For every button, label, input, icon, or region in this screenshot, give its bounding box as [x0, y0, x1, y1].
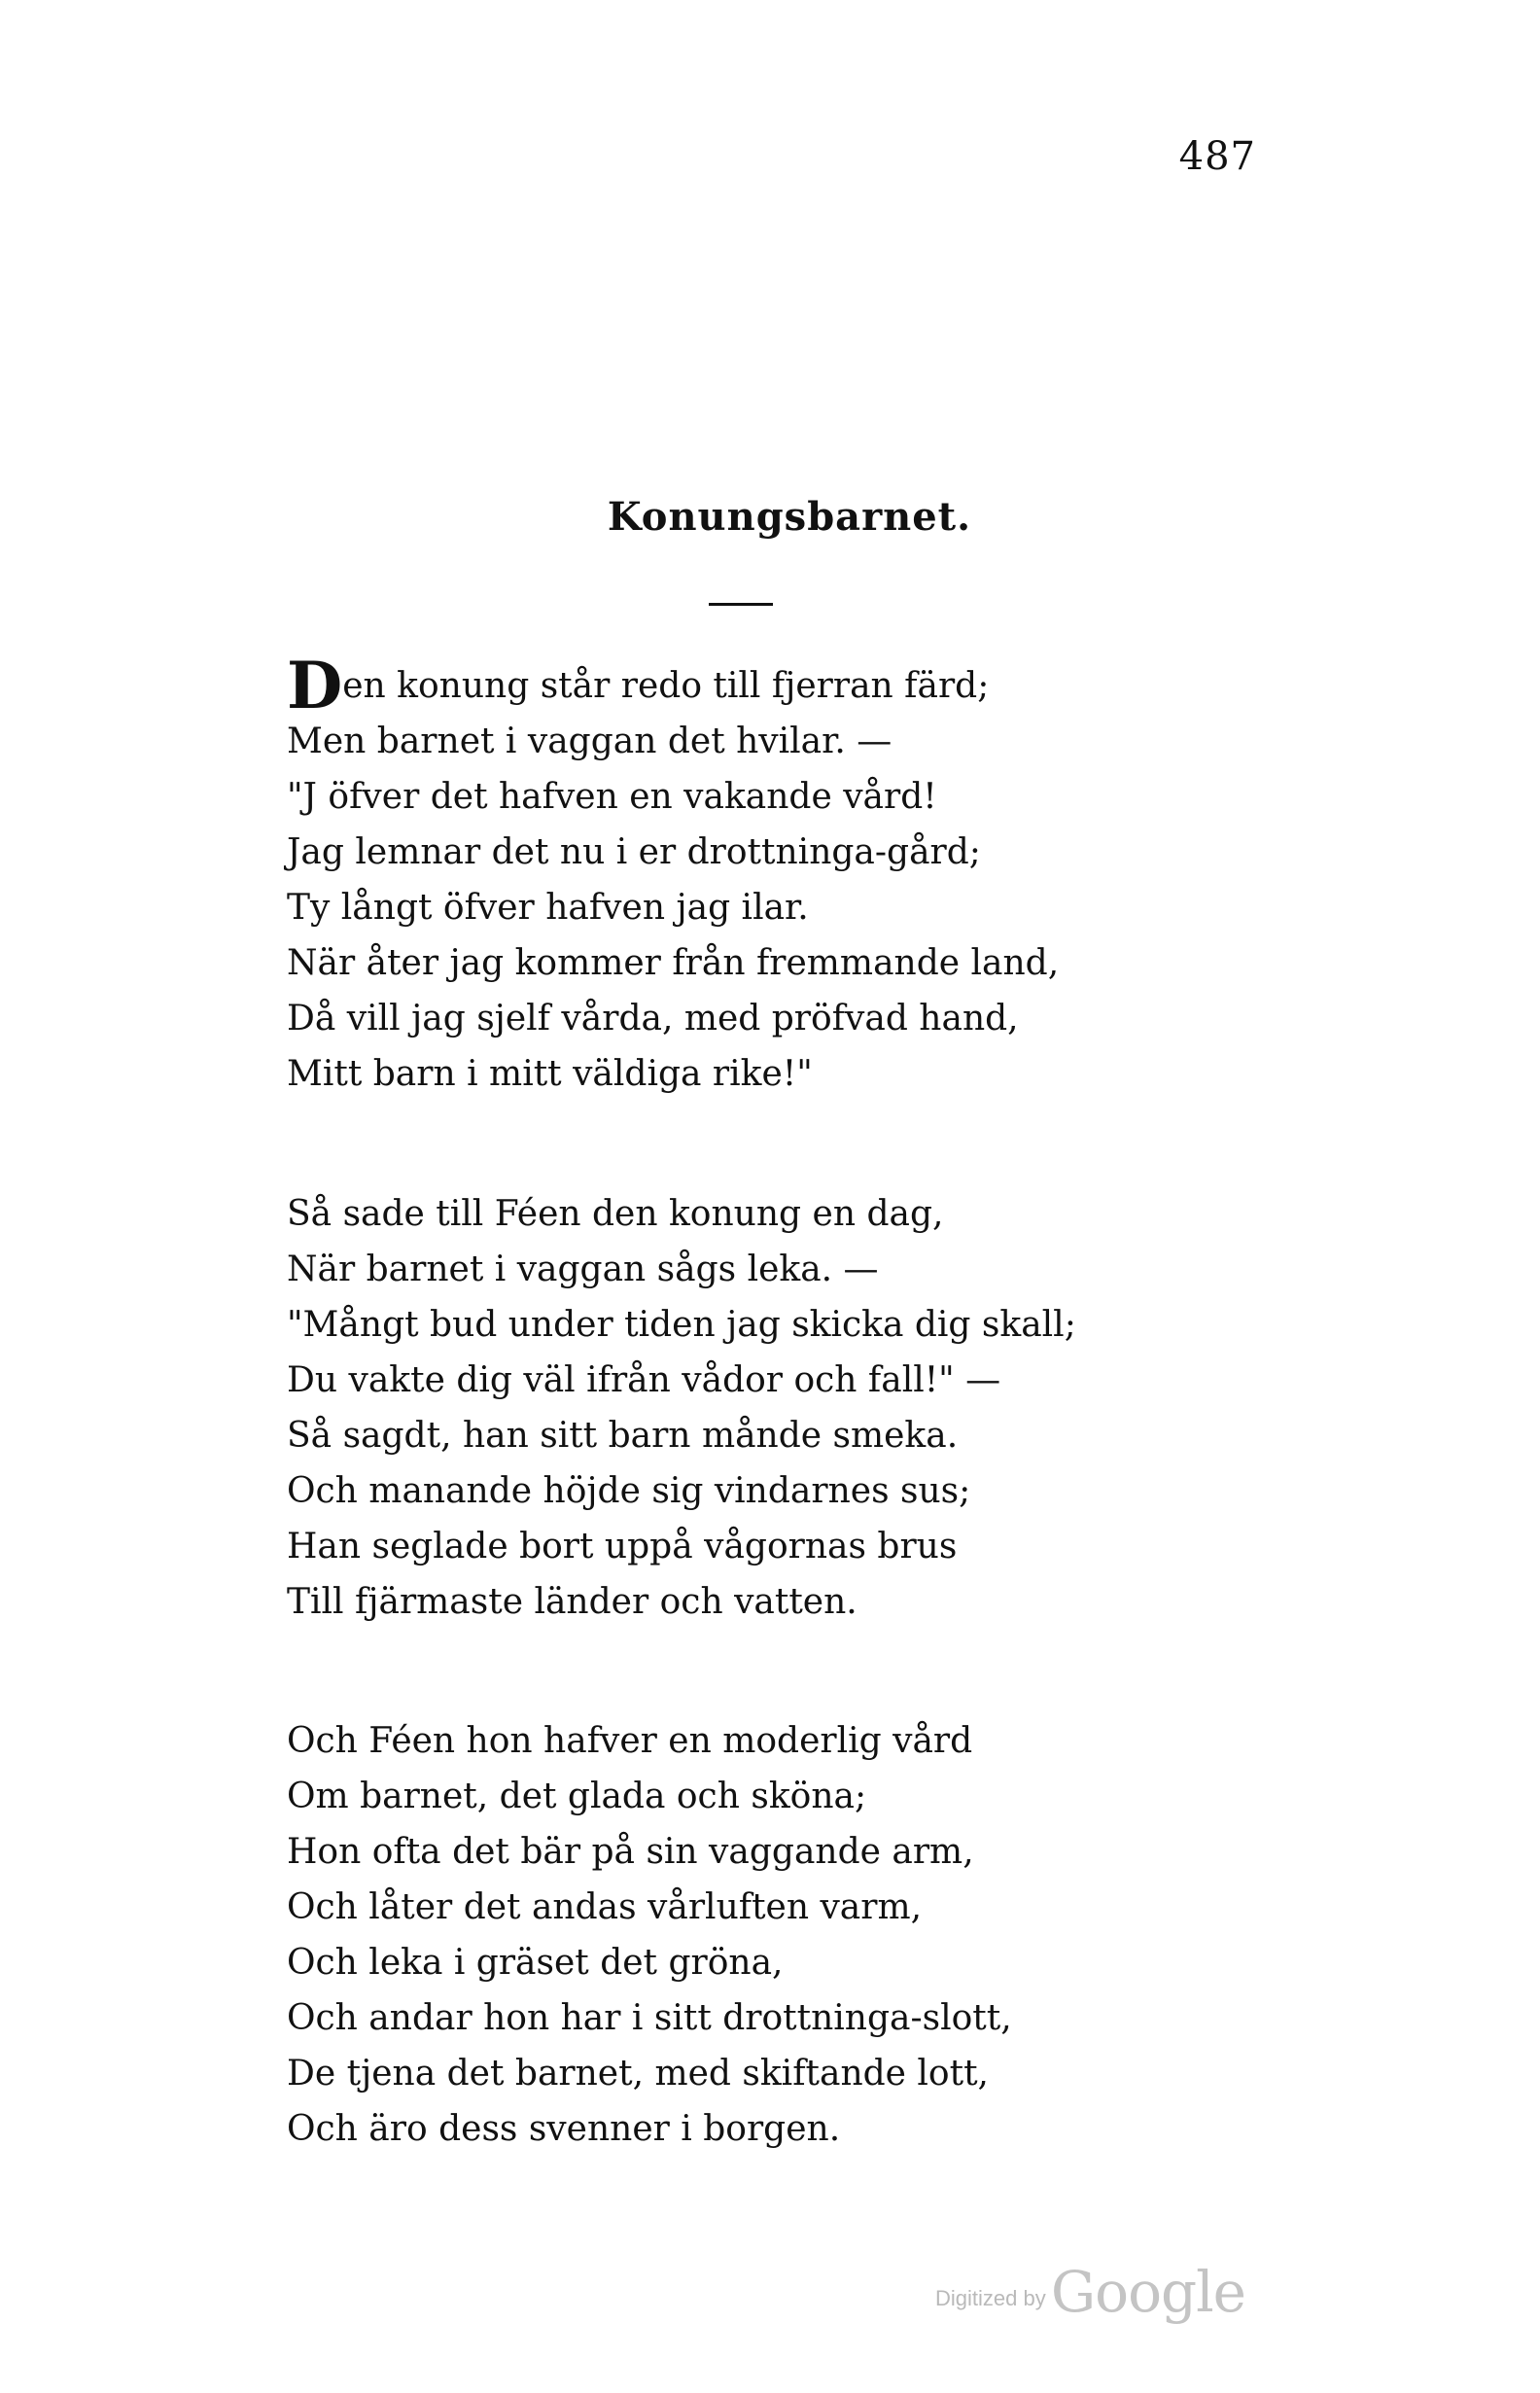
poem-title: Konungsbarnet. [607, 494, 972, 540]
poem-line: Men barnet i vaggan det hvilar. — [287, 721, 892, 761]
poem-line: När barnet i vaggan sågs leka. — [287, 1249, 879, 1289]
watermark-prefix: Digitized by [935, 2286, 1046, 2310]
page-number: 487 [1178, 134, 1256, 179]
poem-line: Till fjärmaste länder och vatten. [287, 1582, 858, 1622]
drop-cap: D [287, 648, 343, 723]
poem-line: Och Féen hon hafver en moderlig vård [287, 1721, 973, 1761]
poem-line: Ty långt öfver hafven jag ilar. [287, 888, 809, 928]
poem-line: Och äro dess svenner i borgen. [287, 2109, 841, 2149]
poem-line: Mitt barn i mitt väldiga rike!" [287, 1054, 813, 1094]
poem-line: Så sade till Féen den konung en dag, [287, 1194, 944, 1234]
stanza-1 [287, 648, 1060, 1102]
poem-line: De tjena det barnet, med skiftande lott, [287, 2054, 989, 2094]
google-logo: Google [1050, 2259, 1245, 2325]
poem-line: Du vakte dig väl ifrån vådor och fall!" — [287, 1360, 1001, 1400]
poem-line: Och andar hon har i sitt drottninga-slott, [287, 1998, 1012, 2038]
poem-line: Om barnet, det glada och sköna; [287, 1777, 867, 1816]
poem-line: Och manande höjde sig vindarnes sus; [287, 1471, 971, 1511]
digitized-watermark [935, 2259, 1245, 2325]
poem-line: Och låter det andas vårluften varm, [287, 1887, 923, 1927]
title-divider [709, 603, 773, 606]
poem-line: När åter jag kommer från fremmande land, [287, 943, 1060, 983]
poem-line: Hon ofta det bär på sin vaggande arm, [287, 1832, 974, 1872]
poem-line: "Mångt bud under tiden jag skicka dig skall; [287, 1305, 1076, 1345]
poem-line: Jag lemnar det nu i er drottninga-gård; [287, 832, 981, 872]
stanza-3 [287, 1713, 1012, 2157]
stanza-2 [287, 1186, 1076, 1630]
poem-line: Den konung står redo till fjerran färd; [287, 648, 990, 723]
poem-line: "J öfver det hafven en vakande vård! [287, 777, 937, 817]
poem-line: Och leka i gräset det gröna, [287, 1943, 784, 1983]
poem-line: Han seglade bort uppå vågornas brus [287, 1527, 958, 1566]
poem-line: Då vill jag sjelf vårda, med pröfvad hand, [287, 999, 1019, 1038]
poem-line: Så sagdt, han sitt barn månde smeka. [287, 1416, 959, 1456]
